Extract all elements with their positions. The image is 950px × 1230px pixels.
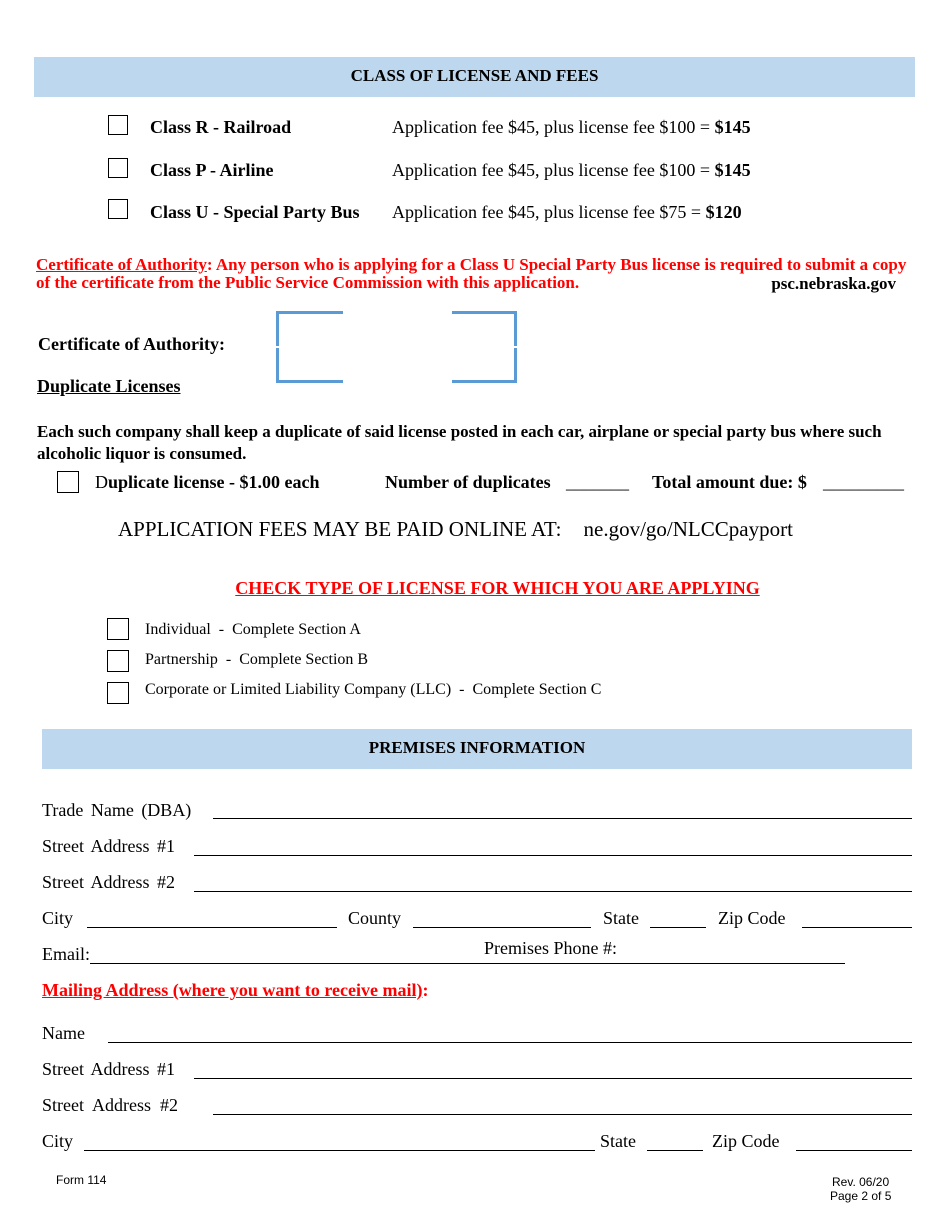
mailing-zip-input[interactable] [796, 1150, 912, 1151]
revision: Rev. 06/20 [832, 1175, 890, 1189]
class-p-fee [392, 160, 751, 181]
license-type-heading: CHECK TYPE OF LICENSE FOR WHICH YOU ARE APPLYING [235, 578, 760, 598]
online-payment-label: APPLICATION FEES MAY BE PAID ONLINE AT: [118, 517, 562, 541]
class-r-fee [392, 117, 751, 138]
duplicate-heading: Duplicate Licenses [37, 376, 181, 396]
premises-email-input[interactable] [90, 963, 845, 964]
class-license-header: CLASS OF LICENSE AND FEES [34, 57, 915, 97]
class-r-total: $145 [714, 117, 751, 137]
class-p-label: Class P - Airline [150, 160, 274, 180]
premises-state-label: State [603, 908, 639, 928]
duplicate-checkbox[interactable] [57, 471, 79, 493]
mailing-heading-colon: : [422, 980, 429, 1000]
individual-label: Individual - Complete Section A [145, 621, 361, 638]
class-r-label: Class R - Railroad [150, 117, 292, 137]
premises-county-label: County [348, 908, 402, 928]
premises-zip-input[interactable] [802, 927, 912, 928]
mailing-street2-input[interactable] [213, 1114, 912, 1115]
number-duplicates-input[interactable]: _______ [566, 472, 629, 492]
bracket-bottom-right [452, 348, 517, 383]
class-r-fee-text: Application fee $45, plus license fee $100 = [392, 117, 715, 137]
premises-street2-label: Street Address #2 [42, 872, 175, 892]
mailing-street1-label: Street Address #1 [42, 1059, 175, 1079]
bracket-top-left [276, 311, 343, 346]
mailing-state-input[interactable] [647, 1150, 703, 1151]
total-due-label: Total amount due: $ [652, 472, 807, 492]
total-due-input[interactable]: _________ [823, 472, 904, 492]
premises-zip-label: Zip Code [718, 908, 786, 928]
class-u-label: Class U - Special Party Bus [150, 202, 360, 222]
mailing-city-label: City [42, 1131, 74, 1151]
bracket-top-right [452, 311, 517, 346]
online-payment [118, 517, 793, 542]
class-u-checkbox[interactable] [108, 199, 128, 219]
partnership-label: Partnership - Complete Section B [145, 651, 369, 668]
premises-street1-input[interactable] [194, 855, 912, 856]
class-p-total: $145 [714, 160, 751, 180]
mailing-state-label: State [600, 1131, 636, 1151]
class-u-fee [392, 202, 742, 223]
premises-email-label: Email: [42, 944, 90, 964]
mailing-name-input[interactable] [108, 1042, 912, 1043]
premises-header: PREMISES INFORMATION [42, 729, 912, 769]
corporate-label: Corporate or Limited Liability Company (LLC) - Complete Section C [145, 681, 602, 698]
class-r-checkbox[interactable] [108, 115, 128, 135]
mailing-heading-text: Mailing Address (where you want to receive mail) [42, 980, 423, 1000]
number-duplicates-label: Number of duplicates [385, 472, 551, 492]
trade-name-label: Trade Name (DBA) [42, 800, 192, 820]
premises-city-label: City [42, 908, 74, 928]
mailing-city-input[interactable] [84, 1150, 595, 1151]
premises-county-input[interactable] [413, 927, 591, 928]
certificate-notice-link: Certificate of Authority [36, 255, 207, 274]
premises-street1-label: Street Address #1 [42, 836, 175, 856]
class-u-total: $120 [705, 202, 742, 222]
partnership-checkbox[interactable] [107, 650, 129, 672]
mailing-name-label: Name [42, 1023, 85, 1043]
certificate-notice-body: : Any person who is applying for a Class U Special Party Bus license is required to submit a copy of the certificate from the Public Service Commission with this application. [36, 255, 907, 292]
duplicate-label-rest: uplicate license - $1.00 each [108, 472, 320, 492]
premises-street2-input[interactable] [194, 891, 912, 892]
duplicate-paragraph: Each such company shall keep a duplicate of said license posted in each car, airplane or special party bus where such alcoholic liquor is consumed. [37, 422, 882, 463]
class-u-fee-text: Application fee $45, plus license fee $75 = [392, 202, 706, 222]
corporate-checkbox[interactable] [107, 682, 129, 704]
mailing-street2-label: Street Address #2 [42, 1095, 178, 1115]
mailing-street1-input[interactable] [194, 1078, 912, 1079]
trade-name-input[interactable] [213, 818, 912, 819]
psc-website: psc.nebraska.gov [771, 274, 896, 293]
bracket-bottom-left [276, 348, 343, 383]
mailing-heading [42, 980, 428, 1001]
class-p-fee-text: Application fee $45, plus license fee $100 = [392, 160, 715, 180]
form-number: Form 114 [56, 1173, 107, 1187]
premises-phone-label: Premises Phone #: [484, 938, 617, 958]
premises-state-input[interactable] [650, 927, 706, 928]
duplicate-label-first: D [95, 472, 108, 492]
duplicate-label [95, 472, 319, 493]
individual-checkbox[interactable] [107, 618, 129, 640]
certificate-field-label: Certificate of Authority: [38, 334, 225, 354]
online-payment-url[interactable]: ne.gov/go/NLCCpayport [583, 517, 793, 541]
premises-city-input[interactable] [87, 927, 337, 928]
mailing-zip-label: Zip Code [712, 1131, 780, 1151]
class-p-checkbox[interactable] [108, 158, 128, 178]
page-number: Page 2 of 5 [830, 1189, 892, 1203]
